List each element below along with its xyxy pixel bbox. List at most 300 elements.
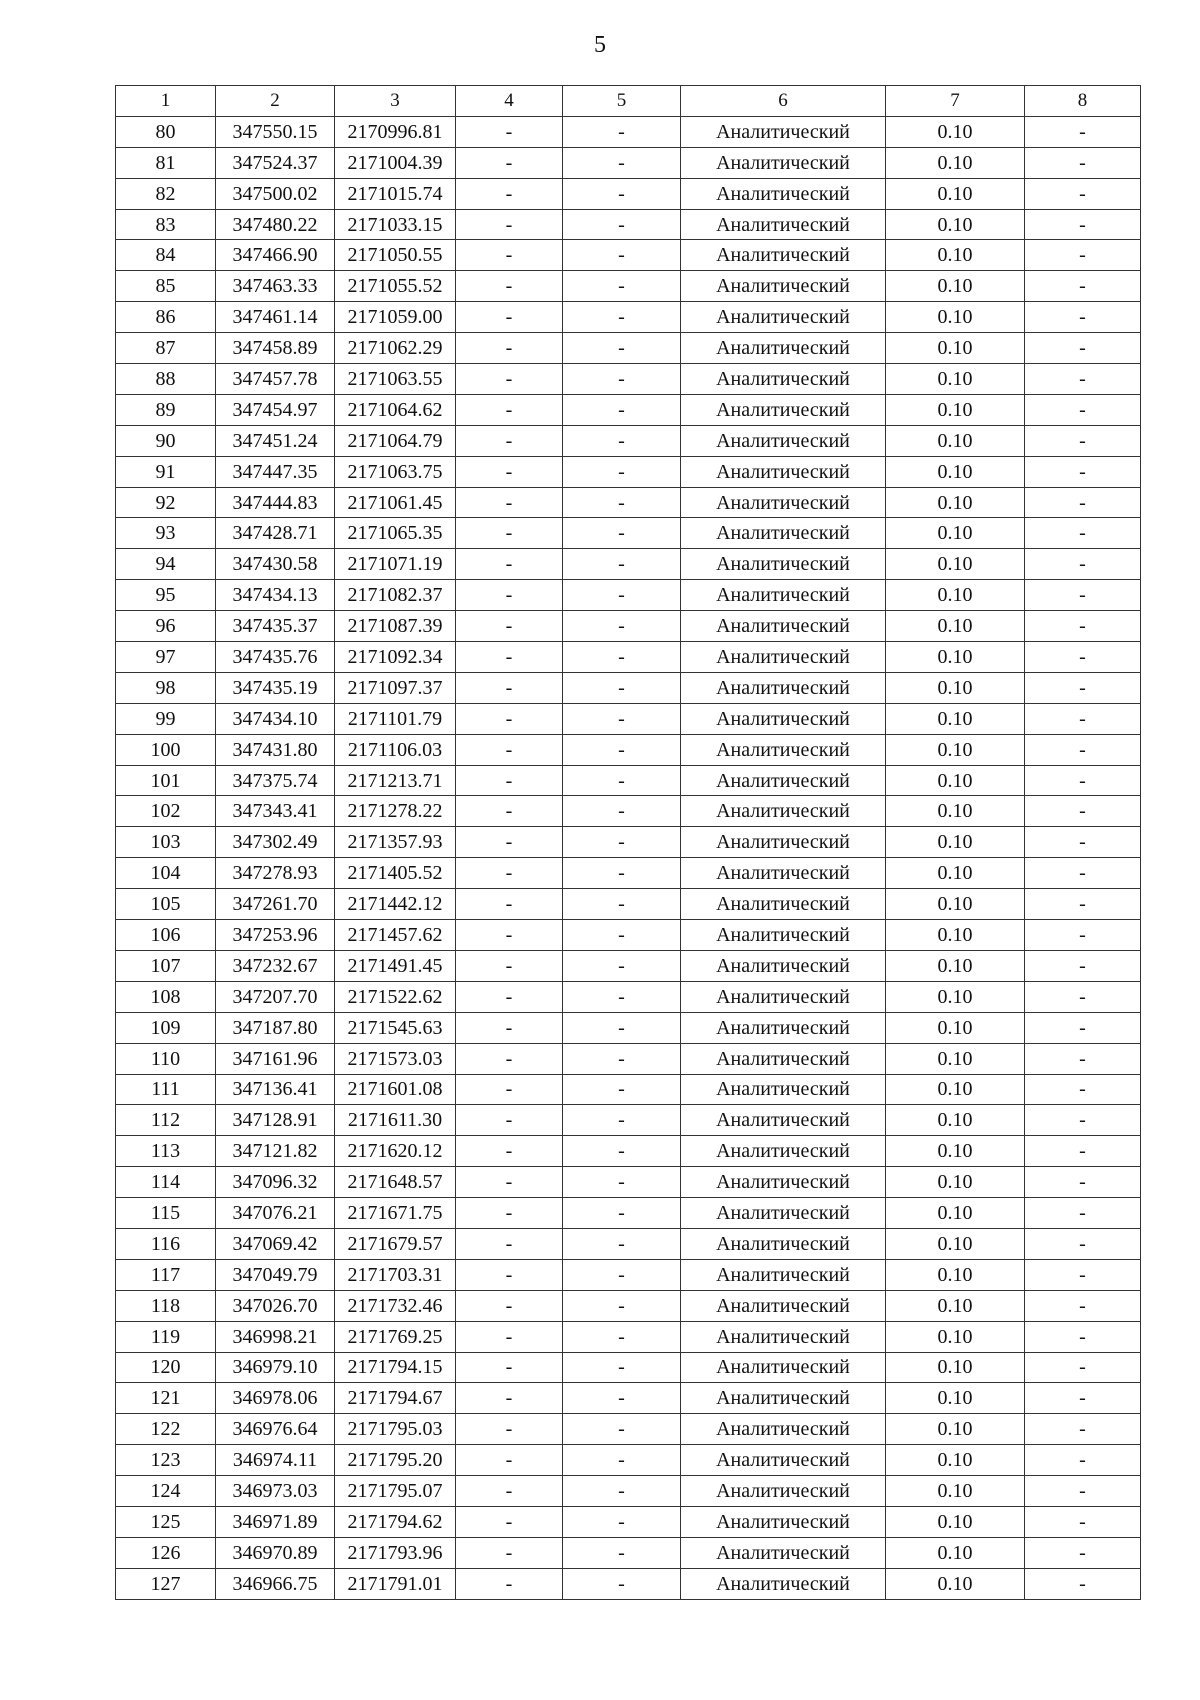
method-cell: Аналитический xyxy=(681,1506,886,1537)
x-coordinate-cell: 347457.78 xyxy=(216,364,335,395)
y-coordinate-cell: 2171793.96 xyxy=(335,1537,456,1568)
y-coordinate-cell: 2171545.63 xyxy=(335,1012,456,1043)
column-4-cell: - xyxy=(456,394,563,425)
method-cell: Аналитический xyxy=(681,271,886,302)
x-coordinate-cell: 347302.49 xyxy=(216,827,335,858)
method-cell: Аналитический xyxy=(681,1259,886,1290)
column-4-cell: - xyxy=(456,734,563,765)
method-cell: Аналитический xyxy=(681,518,886,549)
y-coordinate-cell: 2171442.12 xyxy=(335,889,456,920)
point-number-cell: 108 xyxy=(116,981,216,1012)
accuracy-cell: 0.10 xyxy=(886,1321,1025,1352)
method-cell: Аналитический xyxy=(681,302,886,333)
column-8-cell: - xyxy=(1025,271,1141,302)
accuracy-cell: 0.10 xyxy=(886,147,1025,178)
table-row xyxy=(116,116,1141,147)
method-cell: Аналитический xyxy=(681,178,886,209)
y-coordinate-cell: 2170996.81 xyxy=(335,116,456,147)
column-8-cell: - xyxy=(1025,456,1141,487)
point-number-cell: 119 xyxy=(116,1321,216,1352)
point-number-cell: 106 xyxy=(116,920,216,951)
column-4-cell: - xyxy=(456,364,563,395)
point-number-cell: 96 xyxy=(116,611,216,642)
accuracy-cell: 0.10 xyxy=(886,889,1025,920)
accuracy-cell: 0.10 xyxy=(886,1290,1025,1321)
table-row xyxy=(116,333,1141,364)
y-coordinate-cell: 2171106.03 xyxy=(335,734,456,765)
point-number-cell: 105 xyxy=(116,889,216,920)
column-5-cell: - xyxy=(563,518,681,549)
table-header xyxy=(116,86,1141,117)
x-coordinate-cell: 347444.83 xyxy=(216,487,335,518)
column-8-cell: - xyxy=(1025,518,1141,549)
x-coordinate-cell: 347207.70 xyxy=(216,981,335,1012)
point-number-cell: 110 xyxy=(116,1043,216,1074)
column-5-cell: - xyxy=(563,1445,681,1476)
column-8-cell: - xyxy=(1025,209,1141,240)
column-5-cell: - xyxy=(563,1414,681,1445)
column-5-cell: - xyxy=(563,734,681,765)
table-row xyxy=(116,1537,1141,1568)
table-row xyxy=(116,364,1141,395)
table-row xyxy=(116,1445,1141,1476)
accuracy-cell: 0.10 xyxy=(886,209,1025,240)
x-coordinate-cell: 346973.03 xyxy=(216,1476,335,1507)
column-5-cell: - xyxy=(563,271,681,302)
x-coordinate-cell: 347136.41 xyxy=(216,1074,335,1105)
table-row xyxy=(116,858,1141,889)
column-4-cell: - xyxy=(456,147,563,178)
column-8-cell: - xyxy=(1025,1476,1141,1507)
y-coordinate-cell: 2171101.79 xyxy=(335,703,456,734)
method-cell: Аналитический xyxy=(681,425,886,456)
y-coordinate-cell: 2171055.52 xyxy=(335,271,456,302)
accuracy-cell: 0.10 xyxy=(886,734,1025,765)
accuracy-cell: 0.10 xyxy=(886,580,1025,611)
y-coordinate-cell: 2171278.22 xyxy=(335,796,456,827)
method-cell: Аналитический xyxy=(681,611,886,642)
column-4-cell: - xyxy=(456,1012,563,1043)
point-number-cell: 121 xyxy=(116,1383,216,1414)
column-4-cell: - xyxy=(456,1352,563,1383)
column-4-cell: - xyxy=(456,950,563,981)
y-coordinate-cell: 2171015.74 xyxy=(335,178,456,209)
column-5-cell: - xyxy=(563,1012,681,1043)
point-number-cell: 82 xyxy=(116,178,216,209)
column-5-cell: - xyxy=(563,1476,681,1507)
accuracy-cell: 0.10 xyxy=(886,1568,1025,1599)
column-4-cell: - xyxy=(456,1537,563,1568)
point-number-cell: 97 xyxy=(116,642,216,673)
column-5-cell: - xyxy=(563,1228,681,1259)
table-row xyxy=(116,394,1141,425)
y-coordinate-cell: 2171703.31 xyxy=(335,1259,456,1290)
column-8-cell: - xyxy=(1025,827,1141,858)
method-cell: Аналитический xyxy=(681,147,886,178)
column-4-cell: - xyxy=(456,1321,563,1352)
column-4-cell: - xyxy=(456,116,563,147)
column-header: 3 xyxy=(335,86,456,117)
x-coordinate-cell: 347253.96 xyxy=(216,920,335,951)
point-number-cell: 118 xyxy=(116,1290,216,1321)
column-8-cell: - xyxy=(1025,1074,1141,1105)
accuracy-cell: 0.10 xyxy=(886,364,1025,395)
y-coordinate-cell: 2171061.45 xyxy=(335,487,456,518)
accuracy-cell: 0.10 xyxy=(886,456,1025,487)
column-5-cell: - xyxy=(563,950,681,981)
column-5-cell: - xyxy=(563,1167,681,1198)
column-8-cell: - xyxy=(1025,858,1141,889)
point-number-cell: 89 xyxy=(116,394,216,425)
column-4-cell: - xyxy=(456,611,563,642)
method-cell: Аналитический xyxy=(681,796,886,827)
column-8-cell: - xyxy=(1025,147,1141,178)
y-coordinate-cell: 2171004.39 xyxy=(335,147,456,178)
y-coordinate-cell: 2171050.55 xyxy=(335,240,456,271)
accuracy-cell: 0.10 xyxy=(886,1167,1025,1198)
column-5-cell: - xyxy=(563,703,681,734)
column-8-cell: - xyxy=(1025,1506,1141,1537)
x-coordinate-cell: 347480.22 xyxy=(216,209,335,240)
method-cell: Аналитический xyxy=(681,950,886,981)
x-coordinate-cell: 347187.80 xyxy=(216,1012,335,1043)
method-cell: Аналитический xyxy=(681,858,886,889)
y-coordinate-cell: 2171457.62 xyxy=(335,920,456,951)
column-4-cell: - xyxy=(456,1228,563,1259)
column-header: 4 xyxy=(456,86,563,117)
point-number-cell: 93 xyxy=(116,518,216,549)
column-5-cell: - xyxy=(563,549,681,580)
x-coordinate-cell: 347278.93 xyxy=(216,858,335,889)
table-row xyxy=(116,1352,1141,1383)
column-5-cell: - xyxy=(563,672,681,703)
column-4-cell: - xyxy=(456,456,563,487)
column-8-cell: - xyxy=(1025,364,1141,395)
accuracy-cell: 0.10 xyxy=(886,1228,1025,1259)
table-row xyxy=(116,920,1141,951)
point-number-cell: 80 xyxy=(116,116,216,147)
table-row xyxy=(116,302,1141,333)
y-coordinate-cell: 2171795.03 xyxy=(335,1414,456,1445)
point-number-cell: 84 xyxy=(116,240,216,271)
y-coordinate-cell: 2171033.15 xyxy=(335,209,456,240)
method-cell: Аналитический xyxy=(681,1537,886,1568)
column-5-cell: - xyxy=(563,333,681,364)
column-4-cell: - xyxy=(456,518,563,549)
table-row xyxy=(116,209,1141,240)
column-8-cell: - xyxy=(1025,920,1141,951)
point-number-cell: 83 xyxy=(116,209,216,240)
column-4-cell: - xyxy=(456,487,563,518)
column-8-cell: - xyxy=(1025,302,1141,333)
point-number-cell: 85 xyxy=(116,271,216,302)
column-5-cell: - xyxy=(563,858,681,889)
column-header: 6 xyxy=(681,86,886,117)
method-cell: Аналитический xyxy=(681,1352,886,1383)
column-4-cell: - xyxy=(456,240,563,271)
point-number-cell: 127 xyxy=(116,1568,216,1599)
table-row xyxy=(116,549,1141,580)
column-8-cell: - xyxy=(1025,549,1141,580)
accuracy-cell: 0.10 xyxy=(886,765,1025,796)
method-cell: Аналитический xyxy=(681,765,886,796)
table-row xyxy=(116,1198,1141,1229)
y-coordinate-cell: 2171679.57 xyxy=(335,1228,456,1259)
column-5-cell: - xyxy=(563,1568,681,1599)
x-coordinate-cell: 347434.13 xyxy=(216,580,335,611)
column-5-cell: - xyxy=(563,302,681,333)
column-4-cell: - xyxy=(456,796,563,827)
column-5-cell: - xyxy=(563,1136,681,1167)
y-coordinate-cell: 2171611.30 xyxy=(335,1105,456,1136)
column-5-cell: - xyxy=(563,116,681,147)
y-coordinate-cell: 2171794.62 xyxy=(335,1506,456,1537)
method-cell: Аналитический xyxy=(681,116,886,147)
x-coordinate-cell: 346976.64 xyxy=(216,1414,335,1445)
column-4-cell: - xyxy=(456,672,563,703)
column-8-cell: - xyxy=(1025,889,1141,920)
method-cell: Аналитический xyxy=(681,456,886,487)
column-8-cell: - xyxy=(1025,1105,1141,1136)
method-cell: Аналитический xyxy=(681,672,886,703)
column-8-cell: - xyxy=(1025,425,1141,456)
x-coordinate-cell: 347435.19 xyxy=(216,672,335,703)
point-number-cell: 117 xyxy=(116,1259,216,1290)
accuracy-cell: 0.10 xyxy=(886,1012,1025,1043)
point-number-cell: 103 xyxy=(116,827,216,858)
point-number-cell: 115 xyxy=(116,1198,216,1229)
accuracy-cell: 0.10 xyxy=(886,425,1025,456)
column-header: 2 xyxy=(216,86,335,117)
accuracy-cell: 0.10 xyxy=(886,394,1025,425)
x-coordinate-cell: 347434.10 xyxy=(216,703,335,734)
column-8-cell: - xyxy=(1025,1321,1141,1352)
accuracy-cell: 0.10 xyxy=(886,302,1025,333)
point-number-cell: 98 xyxy=(116,672,216,703)
method-cell: Аналитический xyxy=(681,1290,886,1321)
column-8-cell: - xyxy=(1025,950,1141,981)
table-row xyxy=(116,672,1141,703)
x-coordinate-cell: 347435.76 xyxy=(216,642,335,673)
y-coordinate-cell: 2171522.62 xyxy=(335,981,456,1012)
column-5-cell: - xyxy=(563,765,681,796)
column-4-cell: - xyxy=(456,271,563,302)
accuracy-cell: 0.10 xyxy=(886,796,1025,827)
table-row xyxy=(116,425,1141,456)
x-coordinate-cell: 346978.06 xyxy=(216,1383,335,1414)
x-coordinate-cell: 347343.41 xyxy=(216,796,335,827)
column-5-cell: - xyxy=(563,580,681,611)
column-8-cell: - xyxy=(1025,703,1141,734)
point-number-cell: 88 xyxy=(116,364,216,395)
header-row xyxy=(116,86,1141,117)
column-5-cell: - xyxy=(563,889,681,920)
y-coordinate-cell: 2171573.03 xyxy=(335,1043,456,1074)
method-cell: Аналитический xyxy=(681,642,886,673)
column-5-cell: - xyxy=(563,1352,681,1383)
x-coordinate-cell: 346966.75 xyxy=(216,1568,335,1599)
point-number-cell: 124 xyxy=(116,1476,216,1507)
method-cell: Аналитический xyxy=(681,1198,886,1229)
table-row xyxy=(116,703,1141,734)
point-number-cell: 111 xyxy=(116,1074,216,1105)
column-4-cell: - xyxy=(456,209,563,240)
method-cell: Аналитический xyxy=(681,1136,886,1167)
point-number-cell: 122 xyxy=(116,1414,216,1445)
y-coordinate-cell: 2171794.15 xyxy=(335,1352,456,1383)
column-5-cell: - xyxy=(563,1043,681,1074)
table-row xyxy=(116,796,1141,827)
table-row xyxy=(116,1105,1141,1136)
column-4-cell: - xyxy=(456,1259,563,1290)
column-4-cell: - xyxy=(456,1414,563,1445)
accuracy-cell: 0.10 xyxy=(886,487,1025,518)
table-row xyxy=(116,611,1141,642)
method-cell: Аналитический xyxy=(681,549,886,580)
column-4-cell: - xyxy=(456,1476,563,1507)
method-cell: Аналитический xyxy=(681,1043,886,1074)
column-5-cell: - xyxy=(563,364,681,395)
column-4-cell: - xyxy=(456,889,563,920)
x-coordinate-cell: 347121.82 xyxy=(216,1136,335,1167)
column-4-cell: - xyxy=(456,1383,563,1414)
y-coordinate-cell: 2171092.34 xyxy=(335,642,456,673)
column-4-cell: - xyxy=(456,1568,563,1599)
method-cell: Аналитический xyxy=(681,1228,886,1259)
y-coordinate-cell: 2171063.55 xyxy=(335,364,456,395)
x-coordinate-cell: 347261.70 xyxy=(216,889,335,920)
table-row xyxy=(116,734,1141,765)
method-cell: Аналитический xyxy=(681,364,886,395)
accuracy-cell: 0.10 xyxy=(886,1198,1025,1229)
column-8-cell: - xyxy=(1025,642,1141,673)
column-4-cell: - xyxy=(456,1198,563,1229)
column-header: 8 xyxy=(1025,86,1141,117)
column-8-cell: - xyxy=(1025,1012,1141,1043)
table-row xyxy=(116,271,1141,302)
column-8-cell: - xyxy=(1025,1259,1141,1290)
column-4-cell: - xyxy=(456,1105,563,1136)
column-5-cell: - xyxy=(563,240,681,271)
column-8-cell: - xyxy=(1025,796,1141,827)
method-cell: Аналитический xyxy=(681,1476,886,1507)
point-number-cell: 91 xyxy=(116,456,216,487)
x-coordinate-cell: 347076.21 xyxy=(216,1198,335,1229)
y-coordinate-cell: 2171648.57 xyxy=(335,1167,456,1198)
accuracy-cell: 0.10 xyxy=(886,1537,1025,1568)
coordinates-table xyxy=(115,85,1141,1600)
accuracy-cell: 0.10 xyxy=(886,858,1025,889)
x-coordinate-cell: 347128.91 xyxy=(216,1105,335,1136)
accuracy-cell: 0.10 xyxy=(886,240,1025,271)
y-coordinate-cell: 2171097.37 xyxy=(335,672,456,703)
method-cell: Аналитический xyxy=(681,1414,886,1445)
point-number-cell: 112 xyxy=(116,1105,216,1136)
y-coordinate-cell: 2171620.12 xyxy=(335,1136,456,1167)
table-row xyxy=(116,1506,1141,1537)
column-4-cell: - xyxy=(456,333,563,364)
column-8-cell: - xyxy=(1025,1414,1141,1445)
column-5-cell: - xyxy=(563,827,681,858)
column-5-cell: - xyxy=(563,147,681,178)
x-coordinate-cell: 346974.11 xyxy=(216,1445,335,1476)
x-coordinate-cell: 347430.58 xyxy=(216,549,335,580)
column-4-cell: - xyxy=(456,178,563,209)
point-number-cell: 92 xyxy=(116,487,216,518)
accuracy-cell: 0.10 xyxy=(886,611,1025,642)
accuracy-cell: 0.10 xyxy=(886,950,1025,981)
column-5-cell: - xyxy=(563,1537,681,1568)
x-coordinate-cell: 347447.35 xyxy=(216,456,335,487)
method-cell: Аналитический xyxy=(681,209,886,240)
x-coordinate-cell: 347458.89 xyxy=(216,333,335,364)
x-coordinate-cell: 347431.80 xyxy=(216,734,335,765)
column-5-cell: - xyxy=(563,456,681,487)
table-row xyxy=(116,1167,1141,1198)
point-number-cell: 101 xyxy=(116,765,216,796)
x-coordinate-cell: 347463.33 xyxy=(216,271,335,302)
table-row xyxy=(116,981,1141,1012)
method-cell: Аналитический xyxy=(681,1012,886,1043)
accuracy-cell: 0.10 xyxy=(886,827,1025,858)
column-header: 5 xyxy=(563,86,681,117)
accuracy-cell: 0.10 xyxy=(886,271,1025,302)
y-coordinate-cell: 2171082.37 xyxy=(335,580,456,611)
column-4-cell: - xyxy=(456,858,563,889)
table-row xyxy=(116,1321,1141,1352)
table-row xyxy=(116,1074,1141,1105)
table-row xyxy=(116,1136,1141,1167)
x-coordinate-cell: 347550.15 xyxy=(216,116,335,147)
column-5-cell: - xyxy=(563,394,681,425)
column-8-cell: - xyxy=(1025,734,1141,765)
y-coordinate-cell: 2171769.25 xyxy=(335,1321,456,1352)
method-cell: Аналитический xyxy=(681,240,886,271)
y-coordinate-cell: 2171059.00 xyxy=(335,302,456,333)
table-row xyxy=(116,1414,1141,1445)
column-8-cell: - xyxy=(1025,240,1141,271)
point-number-cell: 100 xyxy=(116,734,216,765)
accuracy-cell: 0.10 xyxy=(886,1259,1025,1290)
table-row xyxy=(116,178,1141,209)
point-number-cell: 116 xyxy=(116,1228,216,1259)
point-number-cell: 109 xyxy=(116,1012,216,1043)
column-4-cell: - xyxy=(456,1043,563,1074)
method-cell: Аналитический xyxy=(681,1167,886,1198)
column-8-cell: - xyxy=(1025,580,1141,611)
table-row xyxy=(116,765,1141,796)
method-cell: Аналитический xyxy=(681,487,886,518)
column-5-cell: - xyxy=(563,796,681,827)
column-header: 1 xyxy=(116,86,216,117)
column-8-cell: - xyxy=(1025,765,1141,796)
column-4-cell: - xyxy=(456,1074,563,1105)
x-coordinate-cell: 347232.67 xyxy=(216,950,335,981)
point-number-cell: 113 xyxy=(116,1136,216,1167)
y-coordinate-cell: 2171791.01 xyxy=(335,1568,456,1599)
x-coordinate-cell: 347049.79 xyxy=(216,1259,335,1290)
column-8-cell: - xyxy=(1025,394,1141,425)
y-coordinate-cell: 2171064.79 xyxy=(335,425,456,456)
column-8-cell: - xyxy=(1025,1537,1141,1568)
point-number-cell: 94 xyxy=(116,549,216,580)
table-row xyxy=(116,1259,1141,1290)
table-row xyxy=(116,950,1141,981)
column-4-cell: - xyxy=(456,1167,563,1198)
accuracy-cell: 0.10 xyxy=(886,703,1025,734)
point-number-cell: 102 xyxy=(116,796,216,827)
y-coordinate-cell: 2171065.35 xyxy=(335,518,456,549)
